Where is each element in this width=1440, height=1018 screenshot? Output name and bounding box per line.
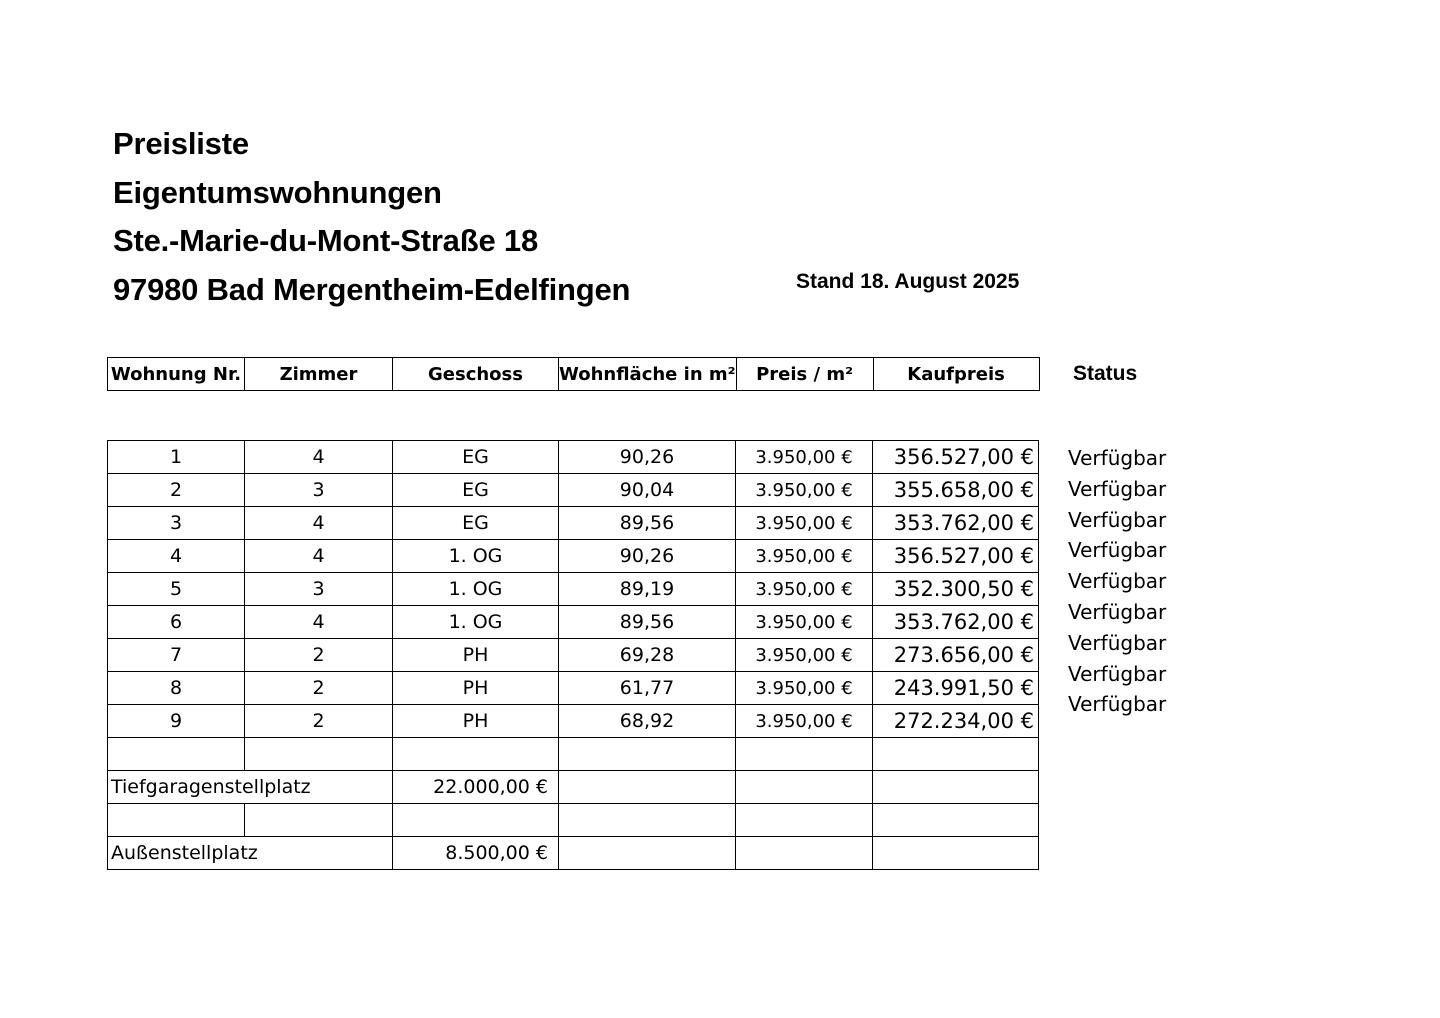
purchase-price-cell: 273.656,00 € xyxy=(873,639,1039,672)
stand-date: Stand 18. August 2025 xyxy=(796,270,1020,293)
status-header: Status xyxy=(1073,362,1138,385)
purchase-price-cell: 353.762,00 € xyxy=(873,606,1039,639)
area-cell: 90,04 xyxy=(559,474,736,507)
extra-price: 22.000,00 € xyxy=(393,771,559,804)
purchase-price-cell: 243.991,50 € xyxy=(873,672,1039,705)
empty-row xyxy=(108,738,1039,771)
floor-cell: EG xyxy=(393,474,559,507)
status-value: Verfügbar xyxy=(1068,599,1167,624)
document-title xyxy=(113,120,630,314)
table-row xyxy=(108,639,1039,672)
apartment-number: 4 xyxy=(108,540,245,573)
column-header: Kaufpreis xyxy=(873,358,1039,391)
floor-cell: EG xyxy=(393,507,559,540)
status-value: Verfügbar xyxy=(1068,569,1167,594)
title-line: Eigentumswohnungen xyxy=(113,174,442,210)
table-row xyxy=(108,672,1039,705)
rooms-cell: 4 xyxy=(245,507,393,540)
apartment-number: 5 xyxy=(108,573,245,606)
price-per-m2-cell: 3.950,00 € xyxy=(736,639,873,672)
purchase-price-cell: 356.527,00 € xyxy=(873,540,1039,573)
area-cell: 89,56 xyxy=(559,507,736,540)
area-cell: 68,92 xyxy=(559,705,736,738)
area-cell: 89,56 xyxy=(559,606,736,639)
purchase-price-cell: 356.527,00 € xyxy=(873,441,1039,474)
rooms-cell: 3 xyxy=(245,573,393,606)
floor-cell: 1. OG xyxy=(393,606,559,639)
column-header: Wohnung Nr. xyxy=(108,358,245,391)
price-per-m2-cell: 3.950,00 € xyxy=(736,606,873,639)
table-row xyxy=(108,606,1039,639)
rooms-cell: 2 xyxy=(245,672,393,705)
table-row xyxy=(108,474,1039,507)
price-table xyxy=(107,440,1039,870)
status-value: Verfügbar xyxy=(1068,630,1167,655)
table-row xyxy=(108,441,1039,474)
table-row xyxy=(108,507,1039,540)
extras-body xyxy=(108,738,1039,870)
column-header: Wohnfläche in m² xyxy=(559,358,737,391)
rooms-cell: 4 xyxy=(245,441,393,474)
column-header: Zimmer xyxy=(245,358,393,391)
status-value: Verfügbar xyxy=(1068,538,1167,563)
status-value: Verfügbar xyxy=(1068,507,1167,532)
title-line: Preisliste xyxy=(113,126,249,161)
area-cell: 90,26 xyxy=(559,540,736,573)
table-row xyxy=(108,540,1039,573)
apartment-number: 9 xyxy=(108,705,245,738)
apartment-number: 2 xyxy=(108,474,245,507)
rooms-cell: 2 xyxy=(245,639,393,672)
column-header: Preis / m² xyxy=(736,358,873,391)
purchase-price-cell: 352.300,50 € xyxy=(873,573,1039,606)
table-row xyxy=(108,573,1039,606)
status-value: Verfügbar xyxy=(1068,446,1167,470)
column-header: Geschoss xyxy=(393,358,559,391)
status-value: Verfügbar xyxy=(1068,661,1167,686)
extra-row xyxy=(108,837,1039,870)
apartment-number: 7 xyxy=(108,639,245,672)
area-cell: 89,19 xyxy=(559,573,736,606)
price-per-m2-cell: 3.950,00 € xyxy=(736,441,873,474)
purchase-price-cell: 353.762,00 € xyxy=(873,507,1039,540)
floor-cell: PH xyxy=(393,639,559,672)
purchase-price-cell: 272.234,00 € xyxy=(873,705,1039,738)
floor-cell: PH xyxy=(393,705,559,738)
title-line: Ste.-Marie-du-Mont-Straße 18 xyxy=(113,223,538,258)
status-value: Verfügbar xyxy=(1068,476,1167,501)
extra-label: Außenstellplatz xyxy=(108,837,393,870)
price-per-m2-cell: 3.950,00 € xyxy=(736,573,873,606)
area-cell: 61,77 xyxy=(559,672,736,705)
rooms-cell: 4 xyxy=(245,606,393,639)
price-per-m2-cell: 3.950,00 € xyxy=(736,507,873,540)
header-row xyxy=(108,358,1040,391)
table-header xyxy=(107,357,1040,391)
rooms-cell: 4 xyxy=(245,540,393,573)
extra-price: 8.500,00 € xyxy=(393,837,559,870)
status-value: Verfügbar xyxy=(1068,692,1167,717)
apartment-number: 1 xyxy=(108,441,245,474)
floor-cell: PH xyxy=(393,672,559,705)
floor-cell: 1. OG xyxy=(393,540,559,573)
area-cell: 69,28 xyxy=(559,639,736,672)
empty-row xyxy=(108,804,1039,837)
price-per-m2-cell: 3.950,00 € xyxy=(736,474,873,507)
status-list xyxy=(1068,443,1166,720)
table-row xyxy=(108,705,1039,738)
price-per-m2-cell: 3.950,00 € xyxy=(736,705,873,738)
apartment-number: 3 xyxy=(108,507,245,540)
rooms-cell: 3 xyxy=(245,474,393,507)
apartment-number: 8 xyxy=(108,672,245,705)
floor-cell: EG xyxy=(393,441,559,474)
area-cell: 90,26 xyxy=(559,441,736,474)
price-per-m2-cell: 3.950,00 € xyxy=(736,672,873,705)
extra-label: Tiefgaragenstellplatz xyxy=(108,771,393,804)
apartment-number: 6 xyxy=(108,606,245,639)
extra-row xyxy=(108,771,1039,804)
floor-cell: 1. OG xyxy=(393,573,559,606)
purchase-price-cell: 355.658,00 € xyxy=(873,474,1039,507)
price-per-m2-cell: 3.950,00 € xyxy=(736,540,873,573)
title-line: 97980 Bad Mergentheim-Edelfingen xyxy=(113,271,631,307)
rooms-cell: 2 xyxy=(245,705,393,738)
